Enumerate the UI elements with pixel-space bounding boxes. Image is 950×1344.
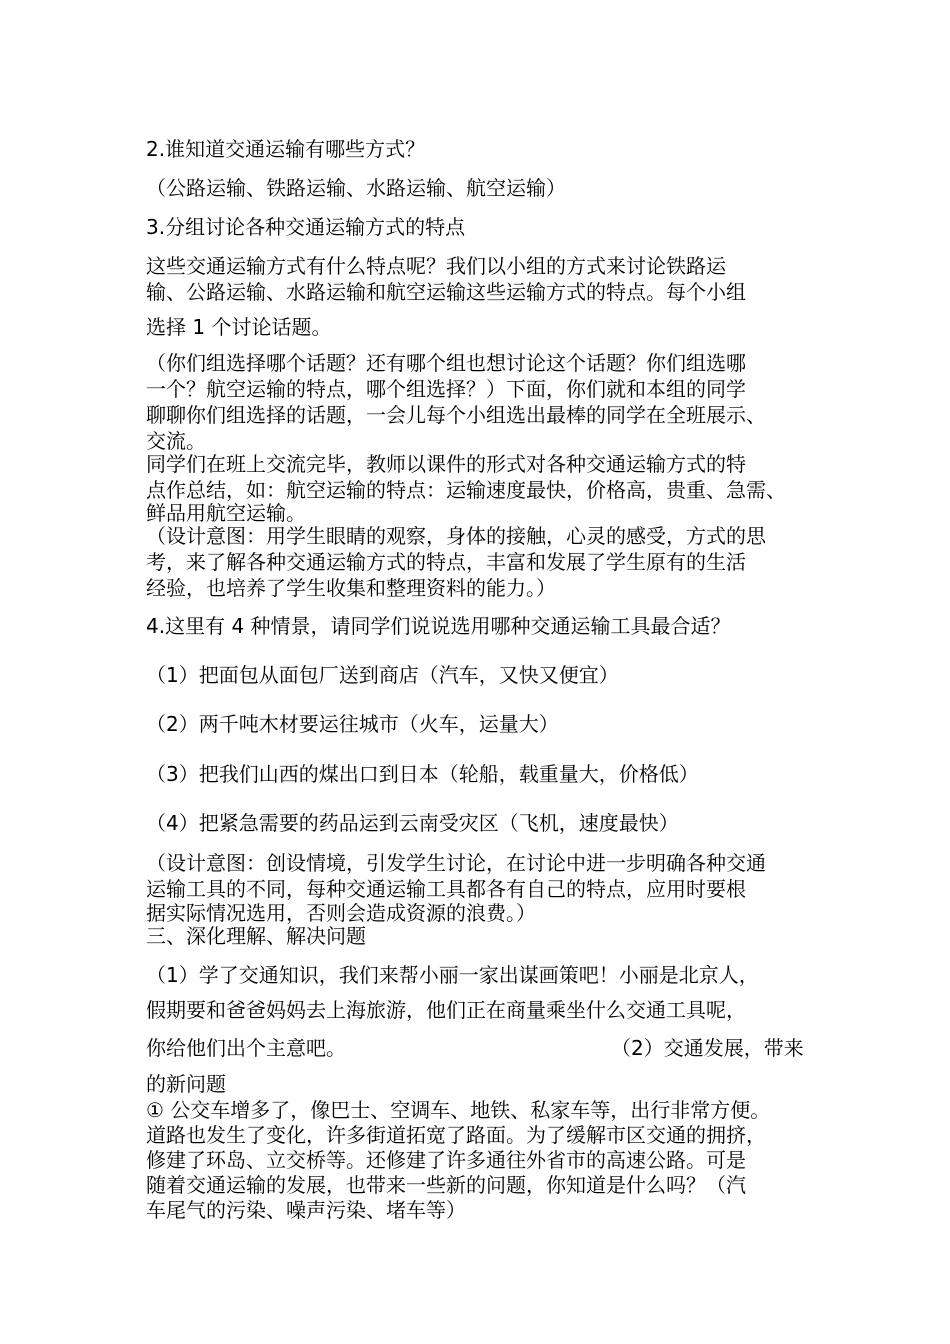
- paragraph-line: 输、公路运输、水路运输和航空运输这些运输方式的特点。每个小组: [146, 280, 746, 304]
- design-note-line: 经验，也培养了学生收集和整理资料的能力。）: [146, 576, 556, 600]
- design-note-line: 据实际情况选用，否则会造成资源的浪费。）: [146, 901, 536, 925]
- paragraph-line: 这些交通运输方式有什么特点呢？我们以小组的方式来讨论铁路运: [146, 254, 726, 278]
- paragraph-line: （1）学了交通知识，我们来帮小丽一家出谋画策吧！小丽是北京人，: [146, 963, 759, 987]
- paragraph-line: 假期要和爸爸妈妈去上海旅游，他们正在商量乘坐什么交通工具呢，: [146, 998, 746, 1022]
- paragraph-line: 道路也发生了变化，许多街道拓宽了路面。为了缓解市区交通的拥挤，: [146, 1123, 766, 1147]
- scenario-2: （2）两千吨木材要运往城市（火车，运量大）: [146, 712, 559, 736]
- paragraph-line: 鲜品用航空运输。: [146, 501, 306, 525]
- paragraph-line: 随着交通运输的发展，也带来一些新的问题，你知道是什么吗？（汽: [146, 1173, 746, 1197]
- question-2: 2.谁知道交通运输有哪些方式？: [146, 137, 426, 161]
- scenario-3: （3）把我们山西的煤出口到日本（轮船，载重量大，价格低）: [146, 762, 699, 786]
- question-4: 4.这里有 4 种情景，请同学们说说选用哪种交通运输工具最合适？: [146, 614, 731, 638]
- paragraph-line: 聊聊你们组选择的话题，一会儿每个小组选出最棒的同学在全班展示、: [146, 403, 766, 427]
- paragraph-line: 同学们在班上交流完毕，教师以课件的形式对各种交通运输方式的特: [146, 452, 746, 476]
- split-line: [146, 1035, 814, 1061]
- design-note-line: 运输工具的不同，每种交通运输工具都各有自己的特点，应用时要根: [146, 877, 746, 901]
- paragraph-line: 修建了环岛、立交桥等。还修建了许多通往外省市的高速公路。可是: [146, 1148, 746, 1172]
- subheading-2: （2）交通发展，带来: [611, 1036, 804, 1060]
- scenario-1: （1）把面包从面包厂送到商店（汽车，又快又便宜）: [146, 663, 619, 687]
- paragraph-line: 车尾气的污染、噪声污染、堵车等）: [146, 1198, 466, 1222]
- answer-2: （公路运输、铁路运输、水路运输、航空运输）: [146, 176, 566, 200]
- design-note-line: （设计意图：创设情境，引发学生讨论，在讨论中进一步明确各种交通: [146, 851, 766, 875]
- design-note-line: （设计意图：用学生眼睛的观察，身体的接触，心灵的感受，方式的思: [146, 524, 766, 548]
- paragraph-line: 你给他们出个主意吧。: [146, 1036, 346, 1060]
- design-note-line: 考，来了解各种交通运输方式的特点，丰富和发展了学生原有的生活: [146, 550, 746, 574]
- paragraph-line: 选择 1 个讨论话题。: [146, 315, 332, 339]
- paragraph-line: 的新问题: [146, 1072, 226, 1096]
- paragraph-line: 点作总结，如：航空运输的特点：运输速度最快，价格高，贵重、急需、: [146, 478, 786, 502]
- paragraph-line: 交流。: [146, 429, 206, 453]
- paragraph-line: 一个？航空运输的特点，哪个组选择？）下面，你们就和本组的同学: [146, 377, 746, 401]
- heading-3: 3.分组讨论各种交通运输方式的特点: [146, 215, 466, 239]
- paragraph-line: （你们组选择哪个话题？还有哪个组也想讨论这个话题？你们组选哪: [146, 351, 746, 375]
- section-heading: 三、深化理解、解决问题: [146, 924, 366, 948]
- paragraph-line: ① 公交车增多了，像巴士、空调车、地铁、私家车等，出行非常方便。: [146, 1098, 771, 1122]
- scenario-4: （4）把紧急需要的药品运到云南受灾区（飞机，速度最快）: [146, 811, 679, 835]
